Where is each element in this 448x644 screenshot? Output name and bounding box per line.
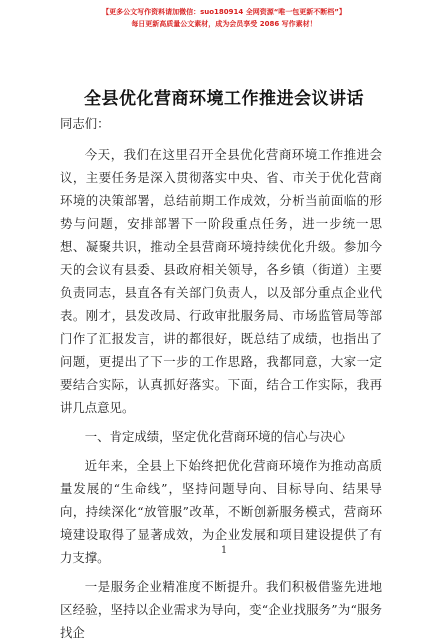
- page-number: 1: [220, 545, 228, 556]
- intro-paragraph: 今天，我们在这里召开全县优化营商环境工作推进会议，主要任务是深入贯彻落实中央、省、市关于优化营商环境的决策部署，总结前期工作成效，分析当前面临的形势与问题，安排部署下一阶段重点任务，进一步统一思想、凝聚共识，推动全县营商环境持续优化升级。参加今天的会议有县委、县政府相关领导，各乡镇（街道）主要负责同志，县直各有关部门负责人，以及部分重点企业代表。刚才，县发改局、行政审批服务局、市场监管局等部门作了汇报发言，讲的都很好，既总结了成绩，也指出了问题，更提出了下一步的工作思路，我都同意，大家一定要结合实际，认真抓好落实。下面，结合工作实际，我再讲几点意见。: [60, 147, 382, 415]
- section-heading-1: 一、肯定成绩，坚定优化营商环境的信心与决心: [84, 429, 345, 444]
- promo-banner-line2: 每日更新高质量公文素材，成为会员享受 2086 写作素材！: [131, 20, 317, 28]
- document-title: 全县优化营商环境工作推进会议讲话: [84, 89, 364, 109]
- section1-paragraph-1: 近年来，全县上下始终把优化营商环境作为推动高质量发展的“生命线”，坚持问题导向、目标导向、结果导向，持续深化“放管服”改革，不断创新服务模式，营商环境建设取得了显著成效，为企业发展和项目建设提供了有力支撑。: [60, 458, 382, 565]
- promo-banner-line1: 【更多公文写作资料请加微信：suo180914 全网资源“唯一包更新不断档”】: [102, 8, 346, 16]
- document-body: [60, 112, 382, 644]
- greeting: 同志们：: [60, 116, 110, 131]
- section1-paragraph-2: 一是服务企业精准度不断提升。我们积极借鉴先进地区经验，坚持以企业需求为导向，变“企业找服务”为“服务找企: [60, 579, 382, 640]
- promo-banner: [0, 6, 448, 30]
